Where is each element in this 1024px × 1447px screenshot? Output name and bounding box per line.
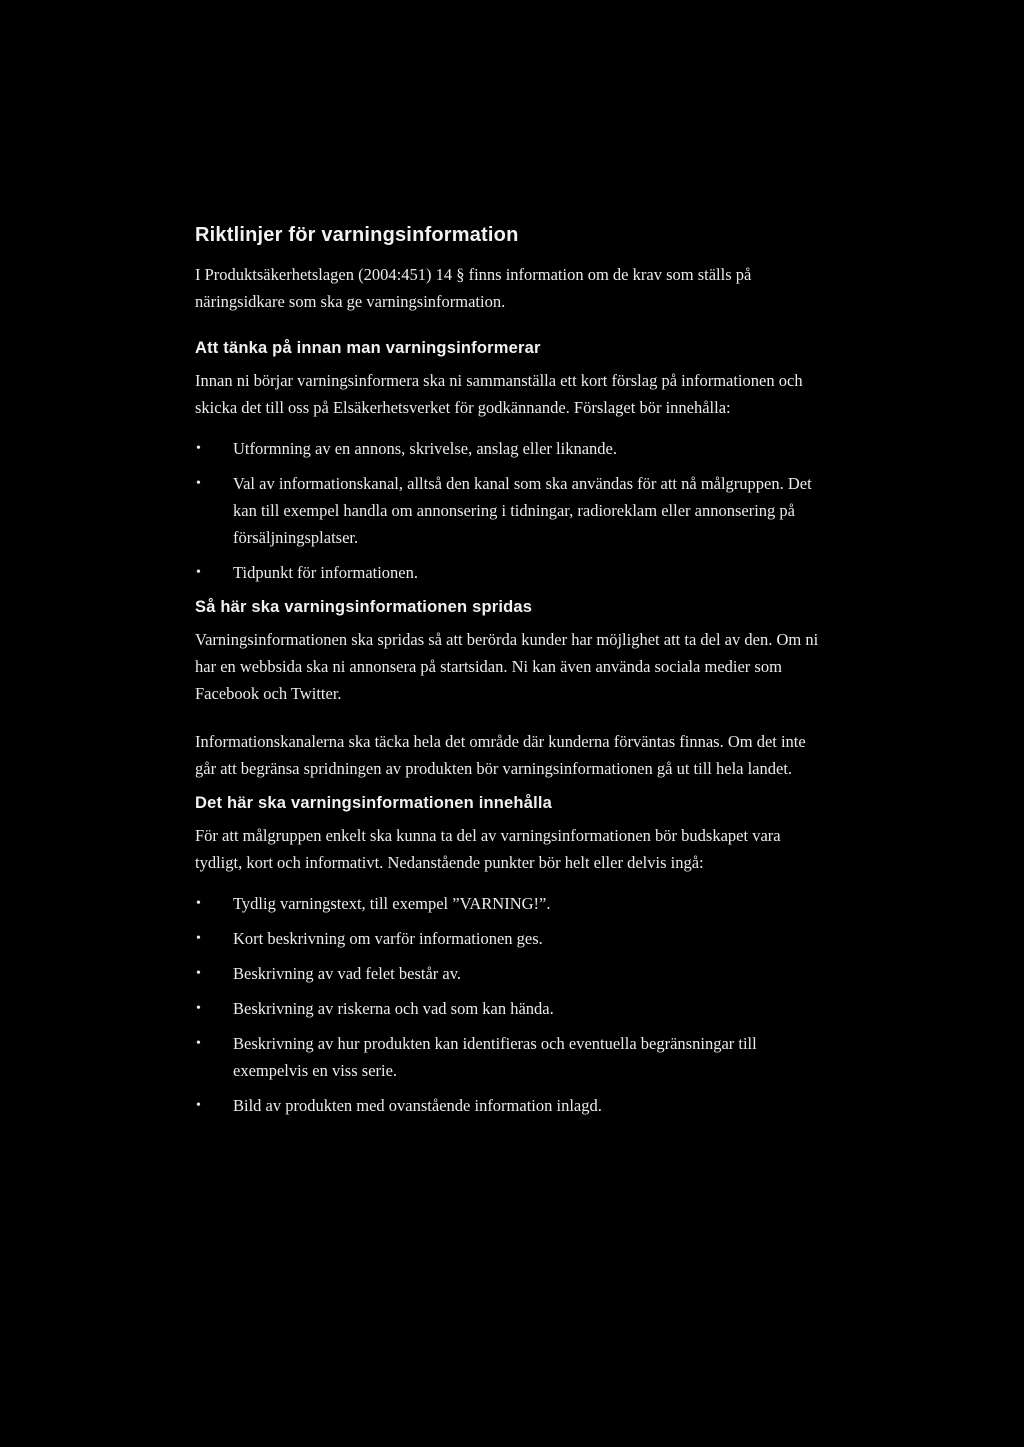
bullet-icon: • (196, 565, 201, 580)
list-item (195, 435, 825, 462)
bullet-icon: • (196, 441, 201, 456)
document-title: Riktlinjer för varningsinformation (195, 224, 519, 246)
section2-paragraph-1: Varningsinformationen ska spridas så att berörda kunder har möjlighet att ta del av den. Om ni har en webbsida ska ni annonsera på startsidan. Ni kan även använda sociala medier som Facebook och Twitter. (195, 630, 819, 703)
bullet-icon: • (196, 1098, 201, 1113)
section-heading-before-informing: Att tänka på innan man varningsinformerar (195, 339, 541, 357)
bullet-icon: • (196, 896, 201, 911)
list-item-text: Tydlig varningstext, till exempel ”VARNING!”. (233, 894, 551, 913)
section-heading-contents: Det här ska varningsinformationen innehålla (195, 794, 553, 812)
list-item-text: Bild av produkten med ovanstående information inlagd. (233, 1096, 602, 1115)
list-item-text: Kort beskrivning om varför informationen ges. (233, 929, 543, 948)
list-item-text: Beskrivning av vad felet består av. (233, 964, 462, 983)
contents-list (195, 890, 825, 1119)
list-item (195, 1092, 825, 1119)
bullet-icon: • (196, 931, 201, 946)
section1-paragraph: Innan ni börjar varningsinformera ska ni sammanställa ett kort förslag på informationen och skicka det till oss på Elsäkerhetsverket för godkännande. Förslaget bör innehålla: (195, 371, 803, 417)
section-heading-distribution: Så här ska varningsinformationen spridas (195, 598, 533, 616)
bullet-icon: • (196, 966, 201, 981)
list-item-text: Val av informationskanal, alltså den kanal som ska användas för att nå målgruppen. Det kan till exempel handla om annonsering i tidningar, radioreklam eller annonsering på försäljningsplatser. (233, 474, 812, 547)
section3-paragraph: För att målgruppen enkelt ska kunna ta del av varningsinformationen bör budskapet vara tydligt, kort och informativt. Nedanstående punkter bör helt eller delvis ingå: (195, 826, 781, 872)
list-item (195, 470, 825, 551)
document-page (195, 224, 825, 1131)
section2-paragraph-2: Informationskanalerna ska täcka hela det område där kunderna förväntas finnas. Om det inte går att begränsa spridningen av produkten bör varningsinformationen gå ut till hela landet. (195, 732, 806, 778)
bullet-icon: • (196, 476, 201, 491)
list-item-text: Beskrivning av hur produkten kan identifieras och eventuella begränsningar till exempelvis en viss serie. (233, 1034, 757, 1080)
list-item (195, 890, 825, 917)
list-item-text: Beskrivning av riskerna och vad som kan hända. (233, 999, 554, 1018)
proposal-list (195, 435, 825, 586)
list-item (195, 925, 825, 952)
bullet-icon: • (196, 1001, 201, 1016)
list-item-text: Utformning av en annons, skrivelse, anslag eller liknande. (233, 439, 617, 458)
bullet-icon: • (196, 1036, 201, 1051)
list-item (195, 1030, 825, 1084)
list-item (195, 960, 825, 987)
list-item-text: Tidpunkt för informationen. (233, 563, 419, 582)
list-item (195, 995, 825, 1022)
intro-paragraph: I Produktsäkerhetslagen (2004:451) 14 § finns information om de krav som ställs på näringsidkare som ska ge varningsinformation. (195, 265, 752, 311)
list-item (195, 559, 825, 586)
